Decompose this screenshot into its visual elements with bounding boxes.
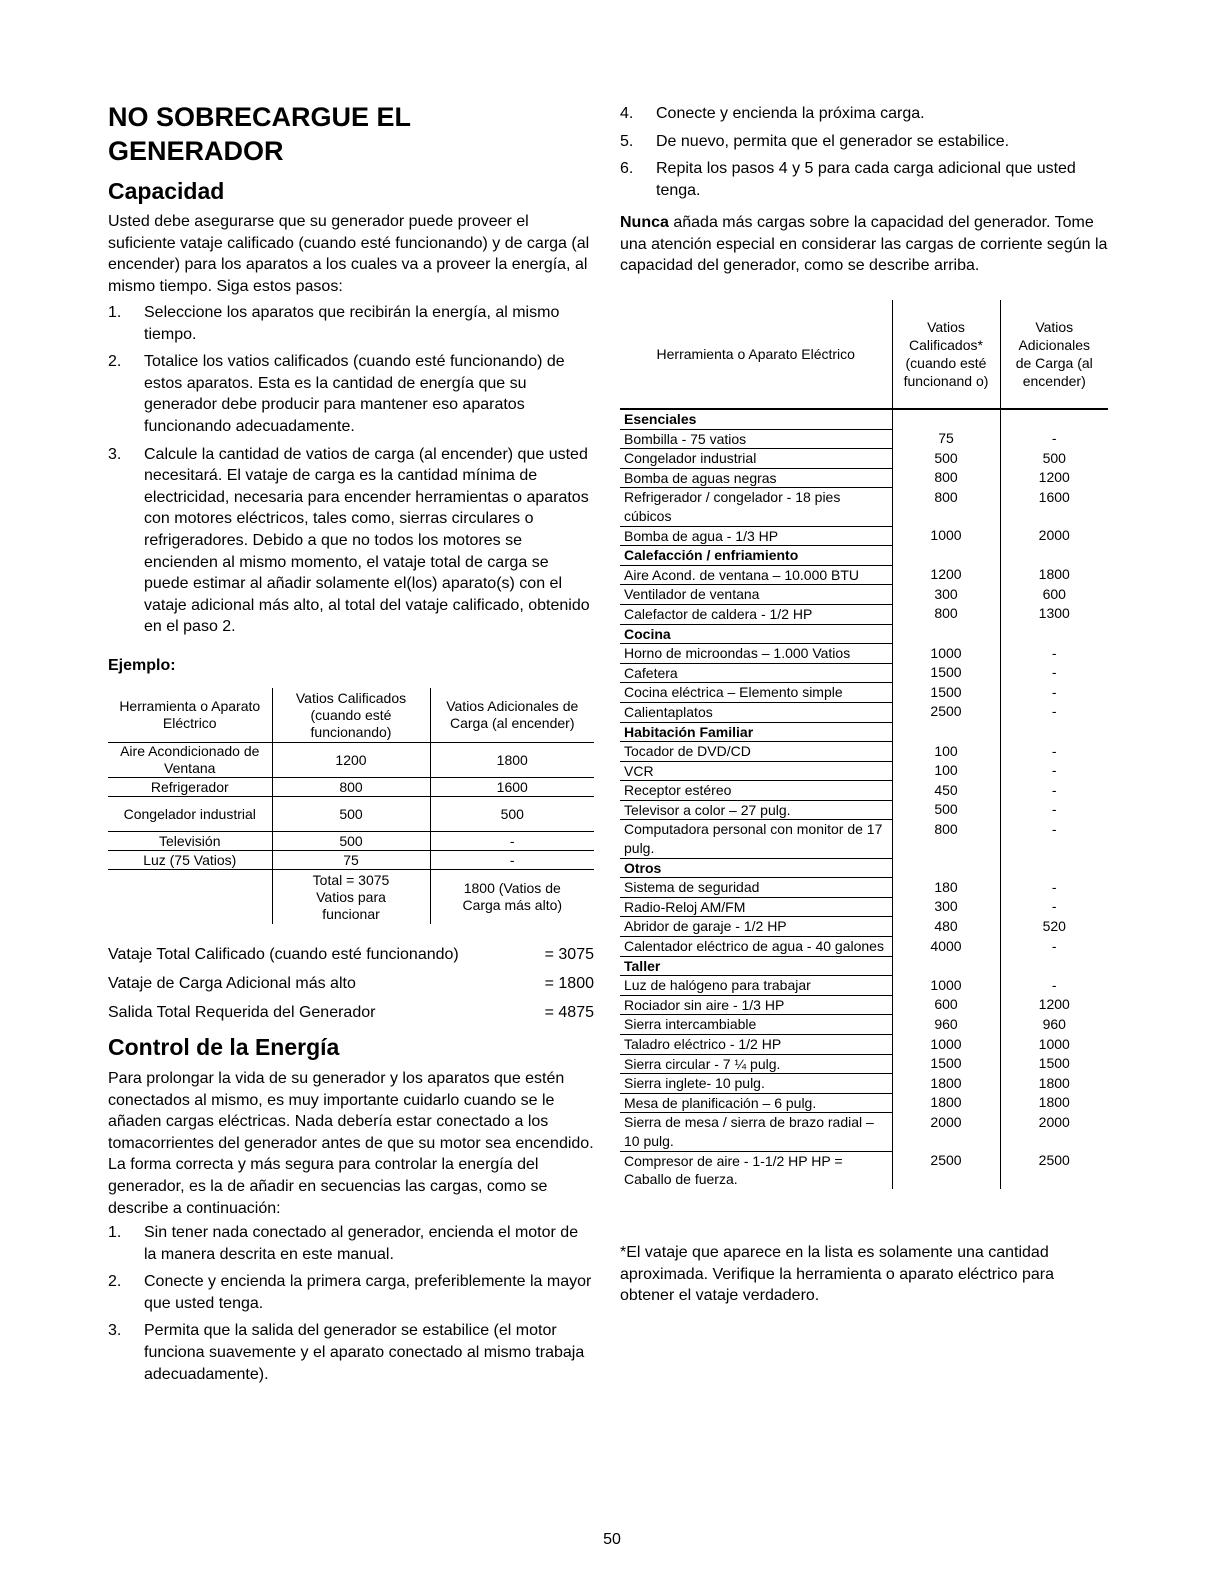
table-row — [620, 1113, 1108, 1151]
warning-paragraph — [620, 212, 1110, 277]
category-label: Taller — [620, 956, 892, 976]
list-item — [620, 103, 1090, 125]
table-cell: Calentador eléctrico de agua - 40 galones — [620, 937, 892, 957]
table-cell: - — [1000, 820, 1108, 858]
summary-row — [108, 940, 594, 969]
category-row — [620, 624, 1108, 644]
table-cell: 1500 — [1000, 1054, 1108, 1074]
table-cell: Compresor de aire - 1-1/2 HP HP = Caballo de fuerza. — [624, 1152, 843, 1188]
table-row — [620, 820, 1108, 858]
table-row — [620, 761, 1108, 781]
table-cell: 800 — [892, 488, 1000, 526]
table-cell: Bomba de aguas negras — [620, 468, 892, 488]
table-cell: 500 — [430, 797, 594, 832]
table-cell: Sierra inglete- 10 pulg. — [620, 1074, 892, 1094]
table-cell: 500 — [1000, 449, 1108, 469]
table-cell — [892, 546, 1000, 566]
table-row — [108, 851, 594, 870]
table-cell: 4000 — [892, 937, 1000, 957]
step-number: 2. — [108, 353, 122, 371]
table-cell — [892, 722, 1000, 742]
category-label: Otros — [620, 858, 892, 878]
table-cell: 1800 — [1000, 565, 1108, 585]
table-row — [620, 995, 1108, 1015]
table-cell — [1000, 722, 1108, 742]
category-label: Habitación Familiar — [620, 722, 892, 742]
table-row — [620, 800, 1108, 820]
table-cell: Ventilador de ventana — [620, 585, 892, 605]
table-cell: 2000 — [892, 1113, 1000, 1151]
category-label: Cocina — [620, 624, 892, 644]
category-row — [620, 546, 1108, 566]
table-row — [620, 1035, 1108, 1055]
table-row — [620, 449, 1108, 469]
table-cell: 600 — [1000, 585, 1108, 605]
table-row — [620, 663, 1108, 683]
step-text: Seleccione los aparatos que recibirán la energía, al mismo tiempo. — [144, 304, 560, 343]
table-cell: Televisión — [108, 832, 272, 851]
table-row — [620, 702, 1108, 722]
table-cell: - — [1000, 878, 1108, 898]
table-cell: 2500 — [892, 702, 1000, 722]
table-cell: 1200 — [1000, 468, 1108, 488]
table-row — [620, 468, 1108, 488]
table-cell: 1000 — [1000, 1035, 1108, 1055]
summary-row — [108, 969, 594, 998]
summary-value: = 3075 — [544, 946, 594, 963]
summary-label: Salida Total Requerida del Generador — [108, 1004, 376, 1021]
table-cell: Sierra de mesa / sierra de brazo radial – 10 pulg. — [620, 1113, 892, 1151]
total-row — [108, 870, 594, 925]
step-text: Conecte y encienda la primera carga, preferiblemente la mayor que usted tenga. — [144, 1273, 592, 1312]
table-cell: 800 — [892, 604, 1000, 624]
table-cell: 1800 — [1000, 1074, 1108, 1094]
table-cell: Abridor de garaje - 1/2 HP — [620, 917, 892, 937]
step-number: 1. — [108, 304, 122, 321]
table-cell: 1500 — [892, 1054, 1000, 1074]
table-cell: 1500 — [892, 663, 1000, 683]
table-cell: Bomba de agua - 1/3 HP — [620, 526, 892, 546]
table-row — [108, 743, 594, 778]
step-text: De nuevo, permita que el generador se estabilice. — [656, 132, 1010, 150]
list-item — [108, 302, 594, 345]
table-cell — [892, 409, 1000, 429]
table-cell: Refrigerador / congelador - 18 pies cúbicos — [620, 488, 892, 526]
footnote: *El vataje que aparece en la lista es solamente una cantidad aproximada. Verifique la herramienta o aparato eléctrico para obtener el vataje verdadero. — [620, 1244, 1055, 1305]
step-number: 4. — [620, 105, 634, 122]
step-number: 2. — [108, 1273, 122, 1291]
table-row — [620, 526, 1108, 546]
category-row — [620, 858, 1108, 878]
table-cell: 500 — [272, 797, 430, 832]
table-cell: - — [430, 832, 594, 851]
table-cell: Rociador sin aire - 1/3 HP — [620, 995, 892, 1015]
step-number: 3. — [108, 445, 122, 463]
step-text: Sin tener nada conectado al generador, encienda el motor de la manera descrita en este manual. — [144, 1224, 579, 1263]
table-cell: 1000 — [892, 976, 1000, 996]
list-item — [620, 158, 1090, 201]
table-row — [620, 937, 1108, 957]
warning-text: añada más cargas sobre la capacidad del generador. Tome una atención especial en considerar las cargas de corriente según la capacidad del generador, como se describe arriba. — [620, 214, 1108, 275]
step-number: 1. — [108, 1224, 122, 1241]
table-cell: Taladro eléctrico - 1/2 HP — [620, 1035, 892, 1055]
column-header: Vatios Adicionales de Carga (al encender) — [1000, 300, 1108, 409]
table-cell: 1000 — [892, 526, 1000, 546]
step-number: 3. — [108, 1322, 122, 1340]
table-cell — [1000, 546, 1108, 566]
table-row — [620, 683, 1108, 703]
table-cell — [892, 624, 1000, 644]
table-cell: Aire Acondicionado de Ventana — [108, 743, 272, 778]
table-cell: - — [1000, 761, 1108, 781]
table-row — [620, 1093, 1108, 1113]
table-cell: Horno de microondas – 1.000 Vatios — [620, 644, 892, 664]
totals-summary — [108, 940, 594, 1027]
control-steps-cont — [620, 103, 1090, 207]
table-cell: - — [1000, 800, 1108, 820]
capacidad-intro: Usted debe asegurarse que su generador puede proveer el suficiente vataje calificado (cuando esté funcionando) y de carga (al encender) para los aparatos a los cuales va a proveer la energía, al mismo tiempo. Siga estos pasos: — [108, 213, 590, 295]
table-cell: - — [1000, 937, 1108, 957]
table-cell: - — [1000, 781, 1108, 801]
table-row — [620, 644, 1108, 664]
table-cell: 1800 — [1000, 1093, 1108, 1113]
column-header: Vatios Adicionales de Carga (al encender) — [430, 688, 594, 743]
table-cell: 100 — [892, 761, 1000, 781]
table-cell: Receptor estéreo — [620, 781, 892, 801]
table-row — [620, 897, 1108, 917]
category-row — [620, 722, 1108, 742]
page-number: 50 — [603, 1531, 621, 1548]
table-cell: - — [1000, 742, 1108, 762]
table-cell — [1000, 956, 1108, 976]
summary-label: Vataje Total Calificado (cuando esté funcionando) — [108, 946, 459, 963]
table-cell: - — [1000, 429, 1108, 449]
list-item — [108, 1271, 594, 1314]
table-cell: 1500 — [892, 683, 1000, 703]
table-cell: 75 — [272, 851, 430, 870]
table-cell: 500 — [892, 449, 1000, 469]
table-row — [620, 585, 1108, 605]
table-cell: 800 — [892, 820, 1000, 858]
table-cell — [1000, 409, 1108, 429]
table-cell: 300 — [892, 897, 1000, 917]
table-cell — [892, 956, 1000, 976]
control-steps — [108, 1222, 594, 1391]
table-cell: Cafetera — [620, 663, 892, 683]
table-row — [620, 917, 1108, 937]
table-cell: 1200 — [1000, 995, 1108, 1015]
table-cell: Congelador industrial — [108, 797, 272, 832]
summary-row — [108, 998, 594, 1027]
table-cell: - — [1000, 644, 1108, 664]
category-row — [620, 956, 1108, 976]
table-cell: 1800 — [892, 1074, 1000, 1094]
step-text: Totalice los vatios calificados (cuando esté funcionando) de estos aparatos. Esta es la cantidad de energía que su generador debe producir para mantener eso aparatos funcionando adecuadamente. — [144, 353, 565, 435]
table-row — [620, 742, 1108, 762]
table-row — [620, 781, 1108, 801]
table-cell: 2500 — [892, 1151, 1000, 1189]
table-cell — [1000, 858, 1108, 878]
table-row — [620, 976, 1108, 996]
table-cell: 2000 — [1000, 526, 1108, 546]
step-text: Calcule la cantidad de vatios de carga (al encender) que usted necesitará. El vataje de carga es la cantidad mínima de electricidad, necesaria para encender herramientas o aparatos con motores eléctricos, tales como, sierras circulares o refrigeradores. Debido a que no todos los motores se encienden al mismo momento, el vataje total de carga se puede estimar al añadir solamente el(los) aparato(s) con el vataje adicional más alto, al total del vataje calificado, obtenido en el paso 2. — [144, 445, 590, 636]
table-cell — [892, 858, 1000, 878]
table-cell: 2500 — [1000, 1151, 1108, 1189]
table-cell: 2000 — [1000, 1113, 1108, 1151]
table-cell: - — [430, 851, 594, 870]
table-row — [620, 1151, 1108, 1189]
control-intro: Para prolongar la vida de su generador y los aparatos que estén conectados al mismo, es muy importante cuidarlo cuando se le añaden cargas eléctricas. Nada debería estar conectado a los tomacorrientes del generador antes de que su motor sea encendido. La forma correcta y más segura para controlar la energía del generador, es la de añadir en secuencias las cargas, como se describe a continuación: — [108, 1070, 594, 1217]
table-cell: Cocina eléctrica – Elemento simple — [620, 683, 892, 703]
table-cell: - — [1000, 702, 1108, 722]
table-cell: Sierra intercambiable — [620, 1015, 892, 1035]
table-cell: Sierra circular - 7 ¼ pulg. — [620, 1054, 892, 1074]
page-title: NO SOBRECARGUE EL GENERADOR — [108, 102, 411, 166]
table-cell: 520 — [1000, 917, 1108, 937]
table-row — [620, 429, 1108, 449]
table-cell: 960 — [1000, 1015, 1108, 1035]
wattage-table — [620, 300, 1108, 1189]
table-cell: Calefactor de caldera - 1/2 HP — [620, 604, 892, 624]
table-row — [620, 878, 1108, 898]
table-cell: Sistema de seguridad — [620, 878, 892, 898]
table-cell: Calientaplatos — [620, 702, 892, 722]
table-cell: 800 — [272, 778, 430, 797]
step-text: Permita que la salida del generador se estabilice (el motor funciona suavemente y el aparato conectado al mismo trabaja adecuadamente). — [144, 1322, 585, 1383]
table-cell: 1000 — [892, 1035, 1000, 1055]
table-cell: Refrigerador — [108, 778, 272, 797]
table-row — [620, 565, 1108, 585]
column-header: Vatios Calificados (cuando esté funcionando) — [272, 688, 430, 743]
list-item — [108, 351, 594, 437]
table-row — [620, 488, 1108, 526]
step-number: 6. — [620, 160, 634, 178]
total-rated: Total = 3075 Vatios para funcionar — [272, 870, 430, 925]
step-text: Repita los pasos 4 y 5 para cada carga adicional que usted tenga. — [656, 160, 1076, 199]
list-item — [108, 444, 594, 638]
table-cell: - — [1000, 663, 1108, 683]
table-cell: Luz (75 Vatios) — [108, 851, 272, 870]
table-cell: 800 — [892, 468, 1000, 488]
table-cell: 500 — [272, 832, 430, 851]
total-start: 1800 (Vatios de Carga más alto) — [430, 870, 594, 925]
table-cell: - — [1000, 976, 1108, 996]
warning-bold: Nunca — [620, 214, 669, 231]
list-item — [108, 1320, 594, 1385]
table-row — [620, 604, 1108, 624]
table-cell: Televisor a color – 27 pulg. — [620, 800, 892, 820]
table-cell: Aire Acond. de ventana – 10.000 BTU — [620, 565, 892, 585]
table-row — [620, 1015, 1108, 1035]
table-row — [620, 1054, 1108, 1074]
table-cell: - — [1000, 897, 1108, 917]
table-cell: Radio-Reloj AM/FM — [620, 897, 892, 917]
table-cell: 500 — [892, 800, 1000, 820]
table-cell: 1600 — [430, 778, 594, 797]
capacidad-steps — [108, 302, 594, 644]
table-cell: 180 — [892, 878, 1000, 898]
table-cell: 1800 — [430, 743, 594, 778]
step-text: Conecte y encienda la próxima carga. — [656, 105, 925, 122]
table-cell: - — [1000, 683, 1108, 703]
summary-label: Vataje de Carga Adicional más alto — [108, 975, 356, 992]
category-label: Esenciales — [620, 409, 892, 429]
table-cell: 300 — [892, 585, 1000, 605]
table-cell: 1800 — [892, 1093, 1000, 1113]
list-item — [620, 131, 1090, 153]
capacidad-heading: Capacidad — [108, 178, 225, 204]
table-row — [108, 797, 594, 832]
table-cell: 450 — [892, 781, 1000, 801]
table-cell: 100 — [892, 742, 1000, 762]
summary-value: = 1800 — [544, 975, 594, 992]
table-cell: 1300 — [1000, 604, 1108, 624]
table-cell: Tocador de DVD/CD — [620, 742, 892, 762]
table-row — [620, 1074, 1108, 1094]
table-cell: Luz de halógeno para trabajar — [620, 976, 892, 996]
table-cell: 1200 — [892, 565, 1000, 585]
example-table — [108, 688, 594, 924]
table-cell: Congelador industrial — [620, 449, 892, 469]
column-header: Herramienta o Aparato Eléctrico — [108, 688, 272, 743]
table-cell: 480 — [892, 917, 1000, 937]
example-label: Ejemplo: — [108, 657, 176, 674]
summary-value: = 4875 — [544, 1004, 594, 1021]
table-cell: 960 — [892, 1015, 1000, 1035]
table-row — [108, 832, 594, 851]
category-label: Calefacción / enfriamiento — [620, 546, 892, 566]
table-cell: 1200 — [272, 743, 430, 778]
table-cell — [1000, 624, 1108, 644]
category-row — [620, 409, 1108, 429]
control-heading: Control de la Energía — [108, 1034, 340, 1060]
table-cell: VCR — [620, 761, 892, 781]
column-header: Vatios Calificados* (cuando esté funcionand o) — [892, 300, 1000, 409]
table-cell: 1000 — [892, 644, 1000, 664]
table-cell: Mesa de planificación – 6 pulg. — [620, 1093, 892, 1113]
table-row — [108, 778, 594, 797]
column-header: Herramienta o Aparato Eléctrico — [620, 300, 892, 409]
table-cell: 75 — [892, 429, 1000, 449]
step-number: 5. — [620, 132, 634, 150]
table-cell: 600 — [892, 995, 1000, 1015]
table-cell: Bombilla - 75 vatios — [620, 429, 892, 449]
table-cell: Computadora personal con monitor de 17 pulg. — [620, 820, 892, 858]
list-item — [108, 1222, 594, 1265]
table-cell: 1600 — [1000, 488, 1108, 526]
